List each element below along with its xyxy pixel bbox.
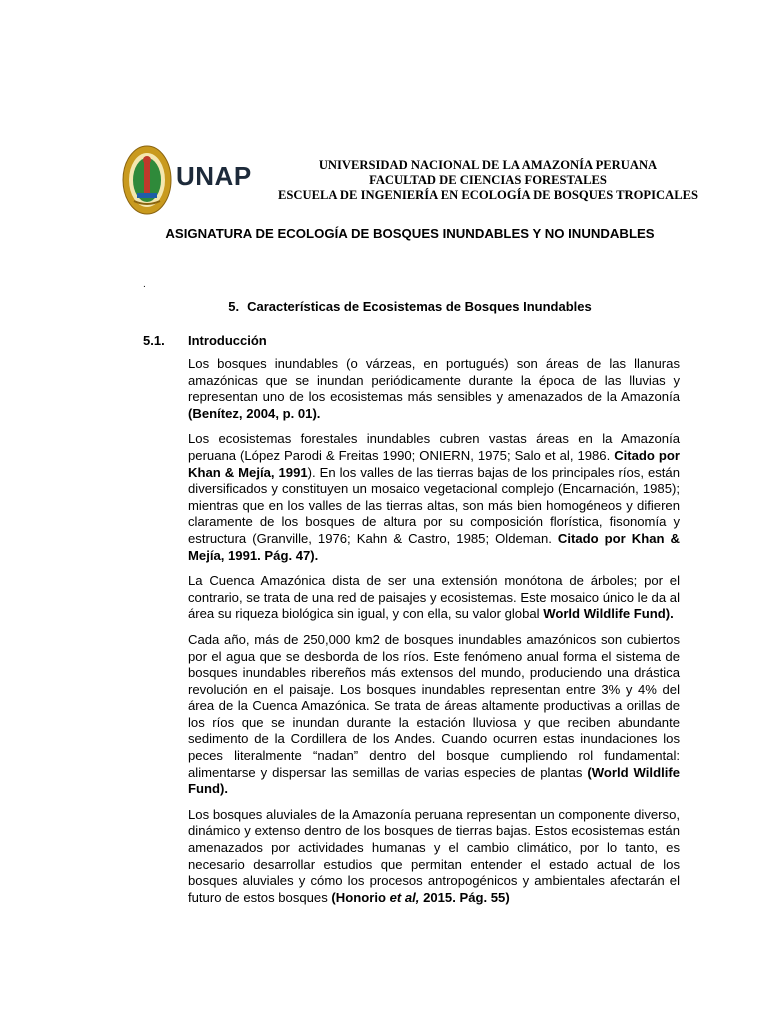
section-heading [100,299,720,314]
letterhead [118,143,718,219]
paragraph-text: Los bosques aluviales de la Amazonía peruana representan un componente diverso, dinámico y extenso dentro de los bosques de tierras bajas. Estos ecosistemas están amenazados por actividades humanas y el cambio climático, por lo tanto, es necesario desarrollar estudios que permitan entender el estado actual de los bosques aluviales y cómo los procesos antropogénicos y ambientales afectarán el futuro de estos bosques [188,806,680,905]
faculty-name: FACULTAD DE CIENCIAS FORESTALES [369,173,607,187]
subsection-title: Introducción [188,333,267,348]
citation-italic: et al, [389,889,420,905]
paragraph-text: La Cuenca Amazónica dista de ser una extensión monótona de árboles; por el contrario, se trata de una red de paisajes y ecosistemas. Este mosaico único le da al área su riqueza biológica sin igual, y con ella, su valor global [188,573,680,622]
institution-block [268,158,708,203]
citation: (World Wildlife Fund). [188,764,680,797]
school-name: ESCUELA DE INGENIERÍA EN ECOLOGÍA DE BOSQUES TROPICALES [277,188,699,202]
paragraph-2 [188,431,680,564]
course-title: ASIGNATURA DE ECOLOGÍA DE BOSQUES INUNDABLES Y NO INUNDABLES [165,226,655,241]
paragraph-text: ). En los valles de las tierras bajas de los principales ríos, están diversificados y constituyen un mosaico vegetacional complejo (Encarnación, 1985); mientras que en los valles de las tierras altas, son más bien homogéneos y difieren claramente de los bosques de altura por su composición florística, fisonomía y estructura (Granville, 1976; Kahn & Castro, 1985; Oldeman. [188,464,680,546]
paragraph-text: Los ecosistemas forestales inundables cubren vastas áreas en la Amazonía peruana (López Parodi & Freitas 1990; ONIERN, 1975; Salo et al, 1986. [188,431,680,463]
citation: 2015. Pág. 55) [419,889,510,905]
citation: Citado por Khan & Mejía, 1991 [188,447,680,480]
citation: Citado por Khan & Mejía, 1991. Pág. 47). [188,530,680,563]
citation: (Honorio [331,889,390,905]
paragraph-1 [188,356,680,422]
citation: World Wildlife Fund). [543,606,674,622]
citation: (Benítez, 2004, p. 01). [188,405,321,421]
university-name: UNIVERSIDAD NACIONAL DE LA AMAZONÍA PERUANA [318,158,658,172]
paragraph-3 [188,573,680,623]
subsection-number: 5.1. [143,333,165,348]
paragraph-text: Cada año, más de 250,000 km2 de bosques inundables amazónicos son cubiertos por el agua que se desborda de los ríos. Este fenómeno anual forma el sistema de bosques inundables ribereños más extensos del mundo, produciendo una drástica revolución en el paisaje. Los bosques inundables representan entre 3% y 4% del área de la Cuenca Amazónica. Se trata de áreas altamente productivas a orillas de los ríos que se inundan durante la estación lluviosa y que reciben abundante sedimento de la Cordillera de los Andes. Cuando ocurren estas inundaciones los peces literalmente “nadan” dentro del bosque cumpliendo rol fundamental: alimentarse y dispersar las semillas de varias especies de plantas [188,631,680,780]
university-seal-icon [122,145,172,215]
paragraph-text: Los bosques inundables (o várzeas, en portugués) son áreas de las llanuras amazónicas que se inundan periódicamente durante la época de las lluvias y representan uno de los ecosistemas más sensibles y amenazados de la Amazonía [188,356,680,405]
university-wordmark: UNAP [176,161,252,191]
body-text [188,356,680,915]
section-title: Características de Ecosistemas de Bosques Inundables [247,299,592,314]
section-number: 5. [228,299,240,314]
paragraph-4 [188,632,680,798]
paragraph-5 [188,807,680,907]
stray-mark: . [143,279,146,290]
